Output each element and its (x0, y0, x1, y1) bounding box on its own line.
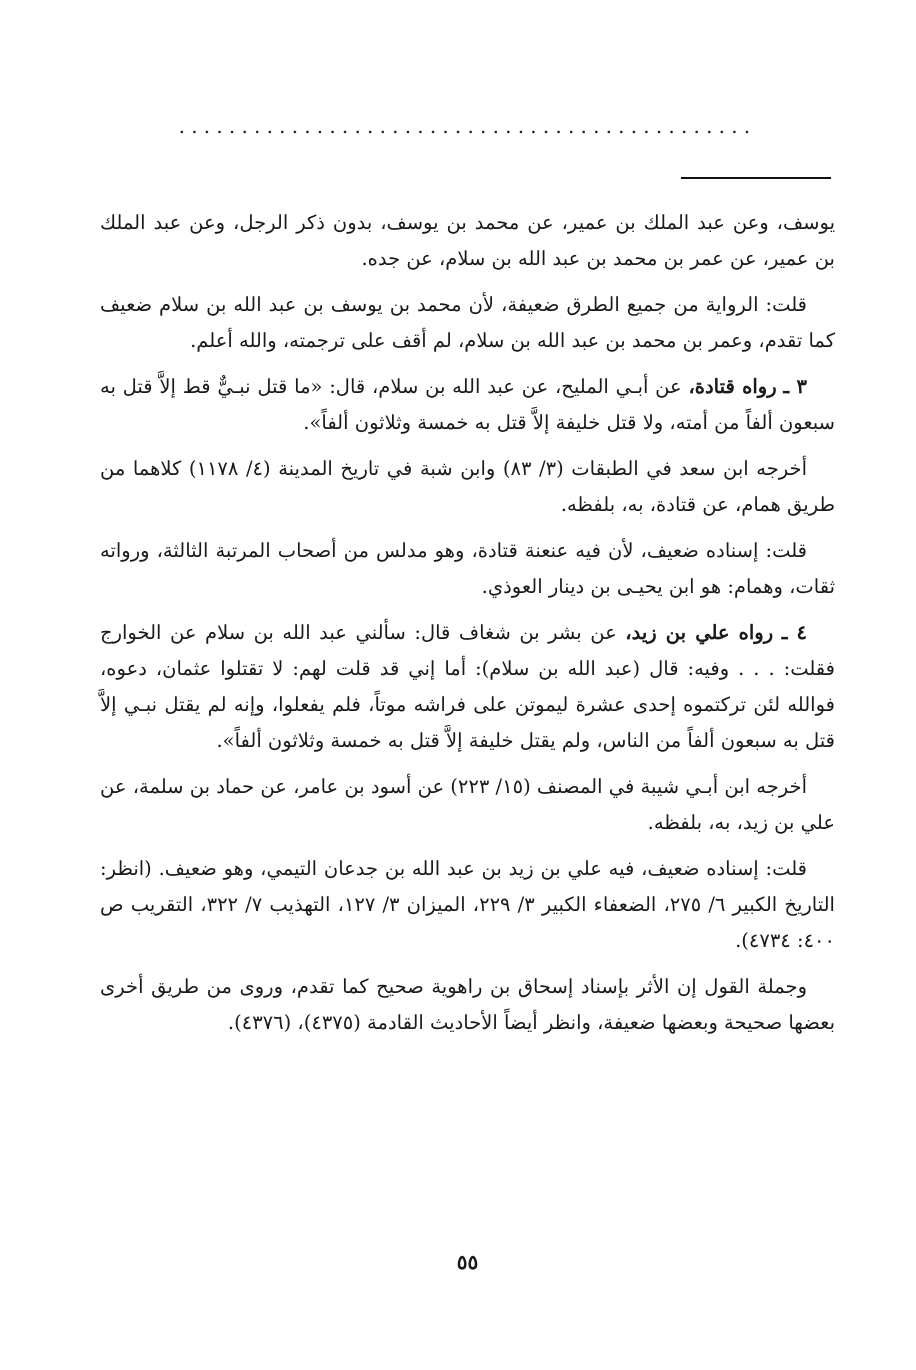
paragraph-text: يوسف، وعن عبد الملك بن عمير، عن محمد بن يوسف، بدون ذكر الرجل، وعن عبد الملك بن عمير، عن عمر بن محمد بن عبد الله بن سلام، عن جده. (100, 211, 835, 270)
paragraph-takhrij (100, 451, 835, 523)
paragraph-conclusion (100, 969, 835, 1041)
paragraph-comment (100, 287, 835, 359)
paragraph-text: عن أبـي المليح، عن عبد الله بن سلام، قال: «ما قتل نبـيٌّ قط إلاَّ قتل به سبعون ألفاً من أمته، ولا قتل خليفة إلاَّ قتل به خمسة وثلاثون ألفاً». (100, 375, 835, 434)
paragraph-text: قلت: إسناده ضعيف، فيه علي بن زيد بن عبد الله بن جدعان التيمي، وهو ضعيف. (انظر: التاريخ الكبير ٦/ ٢٧٥، الضعفاء الكبير ٣/ ٢٢٩، الميزان ٣/ ١٢٧، التهذيب ٧/ ٣٢٢، التقريب ص ٤٠٠: ٤٧٣٤). (100, 857, 835, 952)
paragraph-text: قلت: إسناده ضعيف، لأن فيه عنعنة قتادة، وهو مدلس من أصحاب المرتبة الثالثة، ورواته ثقات، وهمام: هو ابن يحيـى بن دينار العوذي. (100, 539, 835, 598)
paragraph-narration-3 (100, 369, 835, 441)
dotted-divider: .............................................. (178, 116, 757, 136)
paragraph-comment (100, 533, 835, 605)
narrator-name: رواه قتادة، (688, 375, 777, 398)
paragraph-continuation (100, 205, 835, 277)
narration-number: ٤ ـ (781, 621, 808, 644)
page (100, 0, 835, 1370)
narration-number: ٣ ـ (783, 375, 807, 398)
paragraph-text: عن بشر بن شغاف قال: سألني عبد الله بن سلام عن الخوارج فقلت: . . . وفيه: قال (عبد الله بن سلام): أما إني قد قلت لهم: لا تقتلوا عثمان، دعوه، فوالله لئن تركتموه إحدى عشرة ليموتن على فراشه موتاً، فلم يفعلوا، وإنه لم يقتل نبـي إلاَّ قتل به سبعون ألفاً من الناس، ولم يقتل خليفة إلاَّ قتل به خمسة وثلاثون ألفاً». (100, 621, 835, 752)
main-text (100, 205, 835, 1051)
paragraph-comment (100, 851, 835, 959)
narrator-name: رواه علي بن زيد، (625, 621, 774, 644)
page-number: ٥٥ (456, 1250, 479, 1274)
paragraph-takhrij (100, 769, 835, 841)
paragraph-narration-4 (100, 615, 835, 759)
section-rule (681, 177, 831, 179)
paragraph-text: وجملة القول إن الأثر بإسناد إسحاق بن راهوية صحيح كما تقدم، وروى من طريق أخرى بعضها صحيحة وبعضها ضعيفة، وانظر أيضاً الأحاديث القادمة (٤٣٧٥)، (٤٣٧٦). (100, 975, 835, 1034)
paragraph-text: أخرجه ابن أبـي شيبة في المصنف (١٥/ ٢٢٣) عن أسود بن عامر، عن حماد بن سلمة، عن علي بن زيد، به، بلفظه. (100, 775, 835, 834)
paragraph-text: قلت: الرواية من جميع الطرق ضعيفة، لأن محمد بن يوسف بن عبد الله بن سلام ضعيف كما تقدم، وعمر بن محمد بن عبد الله بن سلام، لم أقف على ترجمته، والله أعلم. (100, 293, 835, 352)
paragraph-text: أخرجه ابن سعد في الطبقات (٣/ ٨٣) وابن شبة في تاريخ المدينة (٤/ ١١٧٨) كلاهما من طريق همام، عن قتادة، به، بلفظه. (100, 457, 835, 516)
